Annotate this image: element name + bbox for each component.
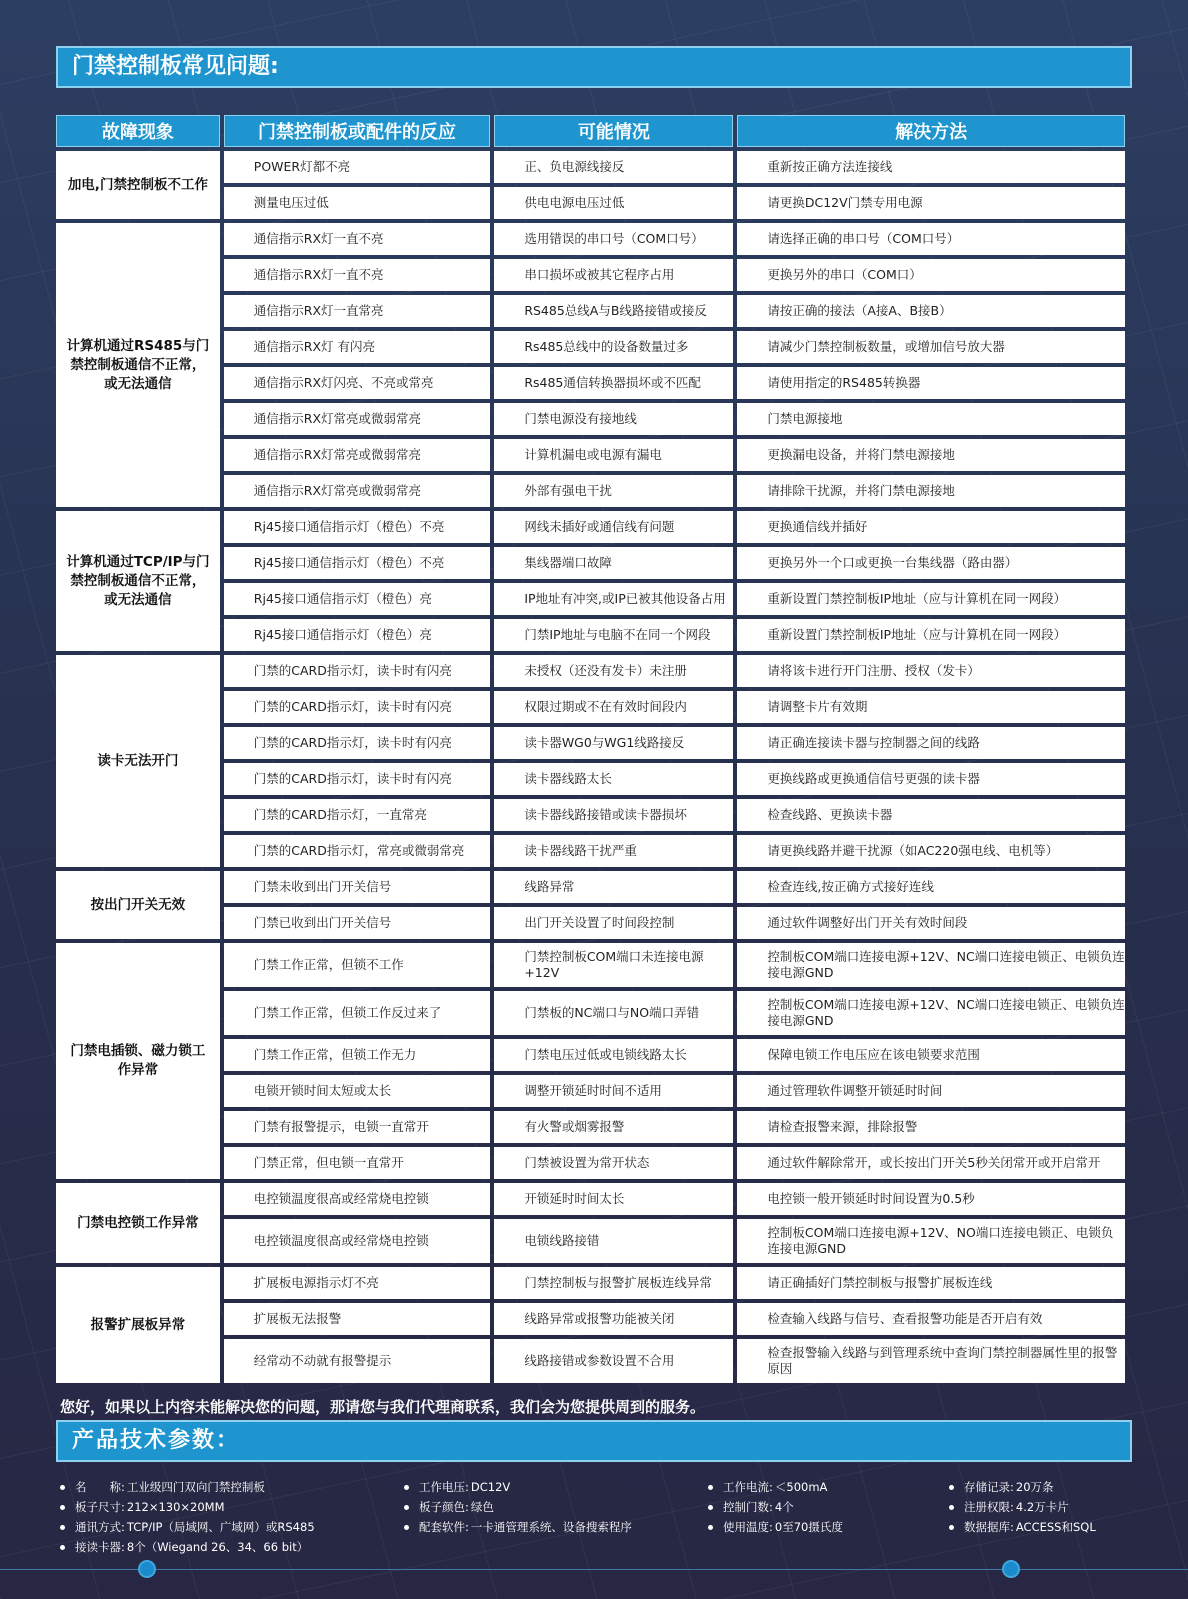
solution-cell: 检查报警输入线路与到管理系统中查询门禁控制器属性里的报警原因 xyxy=(737,1339,1125,1383)
spec-value: ACCESS和SQL xyxy=(1015,1520,1096,1534)
bullet-icon xyxy=(404,1525,409,1530)
spec-value: 4个 xyxy=(774,1500,794,1514)
spec-label: 使用温度: xyxy=(723,1520,773,1534)
solution-cell: 控制板COM端口连接电源+12V、NC端口连接电锁正、电锁负连接电源GND xyxy=(737,943,1125,987)
spec-label: 数据据库: xyxy=(964,1520,1014,1534)
bullet-icon xyxy=(404,1485,409,1490)
solution-cell: 更换另外一个口或更换一台集线器（路由器） xyxy=(737,547,1125,579)
spec-label: 控制门数: xyxy=(723,1500,773,1514)
bullet-icon xyxy=(60,1505,65,1510)
table-row xyxy=(56,511,1125,543)
cause-cell: 线路异常 xyxy=(494,871,733,903)
cause-cell: 正、负电源线接反 xyxy=(494,151,733,183)
reaction-cell: 门禁的CARD指示灯，一直常亮 xyxy=(224,799,491,831)
reaction-cell: 门禁的CARD指示灯，常亮或微弱常亮 xyxy=(224,835,491,867)
solution-cell: 重新设置门禁控制板IP地址（应与计算机在同一网段） xyxy=(737,583,1125,615)
faq-table xyxy=(52,111,1129,1387)
solution-cell: 保障电锁工作电压应在该电锁要求范围 xyxy=(737,1039,1125,1071)
reaction-cell: 门禁的CARD指示灯，读卡时有闪亮 xyxy=(224,727,491,759)
fault-category: 计算机通过TCP/IP与门禁控制板通信不正常，或无法通信 xyxy=(56,511,220,651)
spec-label: 存储记录: xyxy=(964,1480,1014,1494)
header-symptom: 故障现象 xyxy=(56,115,220,147)
reaction-cell: 通信指示RX灯常亮或微弱常亮 xyxy=(224,475,491,507)
reaction-cell: 通信指示RX灯一直不亮 xyxy=(224,259,491,291)
cause-cell: 权限过期或不在有效时间段内 xyxy=(494,691,733,723)
cause-cell: IP地址有冲突,或IP已被其他设备占用 xyxy=(494,583,733,615)
reaction-cell: 门禁已收到出门开关信号 xyxy=(224,907,491,939)
solution-cell: 请按正确的接法（A接A、B接B） xyxy=(737,295,1125,327)
spec-label: 名 称: xyxy=(75,1480,125,1494)
spec-item xyxy=(404,1517,632,1537)
cause-cell: 门禁IP地址与电脑不在同一个网段 xyxy=(494,619,733,651)
reaction-cell: 扩展板电源指示灯不亮 xyxy=(224,1267,491,1299)
reaction-cell: 测量电压过低 xyxy=(224,187,491,219)
cause-cell: 线路异常或报警功能被关闭 xyxy=(494,1303,733,1335)
table-row xyxy=(56,1183,1125,1215)
fault-category: 报警扩展板异常 xyxy=(56,1267,220,1383)
decor-circle-right xyxy=(1002,1560,1020,1578)
reaction-cell: 门禁有报警提示，电锁一直常开 xyxy=(224,1111,491,1143)
reaction-cell: 经常动不动就有报警提示 xyxy=(224,1339,491,1383)
spec-value: 212×130×20MM xyxy=(126,1500,225,1514)
spec-label: 工作电压: xyxy=(419,1480,469,1494)
cause-cell: 读卡器线路太长 xyxy=(494,763,733,795)
solution-cell: 请将该卡进行开门注册、授权（发卡） xyxy=(737,655,1125,687)
reaction-cell: 通信指示RX灯闪亮、不亮或常亮 xyxy=(224,367,491,399)
reaction-cell: 门禁未收到出门开关信号 xyxy=(224,871,491,903)
faq-title: 门禁控制板常见问题: xyxy=(56,46,1132,88)
faq-header-row xyxy=(56,115,1125,147)
cause-cell: 集线器端口故障 xyxy=(494,547,733,579)
spec-item xyxy=(708,1497,843,1517)
reaction-cell: 电锁开锁时间太短或太长 xyxy=(224,1075,491,1107)
cause-cell: 选用错误的串口号（COM口号） xyxy=(494,223,733,255)
bullet-icon xyxy=(708,1485,713,1490)
bullet-icon xyxy=(60,1545,65,1550)
bullet-icon xyxy=(708,1525,713,1530)
bullet-icon xyxy=(949,1525,954,1530)
spec-column-3 xyxy=(708,1477,843,1537)
solution-cell: 重新按正确方法连接线 xyxy=(737,151,1125,183)
solution-cell: 请选择正确的串口号（COM口号） xyxy=(737,223,1125,255)
spec-item xyxy=(60,1477,315,1497)
spec-label: 注册权限: xyxy=(964,1500,1014,1514)
reaction-cell: 门禁工作正常，但锁工作反过来了 xyxy=(224,991,491,1035)
solution-cell: 更换通信线并插好 xyxy=(737,511,1125,543)
spec-column-2 xyxy=(404,1477,632,1537)
table-row xyxy=(56,223,1125,255)
solution-cell: 检查连线,按正确方式接好连线 xyxy=(737,871,1125,903)
reaction-cell: 门禁工作正常，但锁工作无力 xyxy=(224,1039,491,1071)
reaction-cell: Rj45接口通信指示灯（橙色）亮 xyxy=(224,619,491,651)
table-row xyxy=(56,1267,1125,1299)
cause-cell: 读卡器WG0与WG1线路接反 xyxy=(494,727,733,759)
spec-value: TCP/IP（局域网、广域网）或RS485 xyxy=(126,1520,315,1534)
bullet-icon xyxy=(708,1505,713,1510)
reaction-cell: 门禁工作正常，但锁不工作 xyxy=(224,943,491,987)
reaction-cell: Rj45接口通信指示灯（橙色）不亮 xyxy=(224,511,491,543)
spec-item xyxy=(60,1537,315,1557)
spec-value: 20万条 xyxy=(1015,1480,1054,1494)
solution-cell: 请更换DC12V门禁专用电源 xyxy=(737,187,1125,219)
solution-cell: 请排除干扰源，并将门禁电源接地 xyxy=(737,475,1125,507)
solution-cell: 通过软件解除常开，或长按出门开关5秒关闭常开或开启常开 xyxy=(737,1147,1125,1179)
solution-cell: 请检查报警来源，排除报警 xyxy=(737,1111,1125,1143)
solution-cell: 检查线路、更换读卡器 xyxy=(737,799,1125,831)
solution-cell: 通过管理软件调整开锁延时时间 xyxy=(737,1075,1125,1107)
spec-item xyxy=(949,1477,1096,1497)
reaction-cell: 电控锁温度很高或经常烧电控锁 xyxy=(224,1219,491,1263)
solution-cell: 通过软件调整好出门开关有效时间段 xyxy=(737,907,1125,939)
cause-cell: 供电电源电压过低 xyxy=(494,187,733,219)
solution-cell: 请更换线路并避干扰源（如AC220强电线、电机等） xyxy=(737,835,1125,867)
solution-cell: 更换线路或更换通信信号更强的读卡器 xyxy=(737,763,1125,795)
cause-cell: 门禁板的NC端口与NO端口弄错 xyxy=(494,991,733,1035)
spec-item xyxy=(708,1517,843,1537)
cause-cell: 门禁被设置为常开状态 xyxy=(494,1147,733,1179)
table-row xyxy=(56,943,1125,987)
faq-body xyxy=(56,151,1125,1383)
cause-cell: 电锁线路接错 xyxy=(494,1219,733,1263)
reaction-cell: POWER灯都不亮 xyxy=(224,151,491,183)
solution-cell: 电控锁一般开锁延时时间设置为0.5秒 xyxy=(737,1183,1125,1215)
fault-category: 门禁电插锁、磁力锁工作异常 xyxy=(56,943,220,1179)
spec-column-4 xyxy=(949,1477,1096,1537)
spec-item xyxy=(404,1477,632,1497)
cause-cell: 门禁电源没有接地线 xyxy=(494,403,733,435)
cause-cell: 开锁延时时间太长 xyxy=(494,1183,733,1215)
solution-cell: 更换另外的串口（COM口） xyxy=(737,259,1125,291)
fault-category: 计算机通过RS485与门禁控制板通信不正常，或无法通信 xyxy=(56,223,220,507)
cause-cell: 读卡器线路干扰严重 xyxy=(494,835,733,867)
cause-cell: 读卡器线路接错或读卡器损坏 xyxy=(494,799,733,831)
spec-item xyxy=(708,1477,843,1497)
bullet-icon xyxy=(60,1485,65,1490)
spec-value: 绿色 xyxy=(470,1500,494,1514)
params-title: 产品技术参数： xyxy=(56,1420,1132,1462)
solution-cell: 请调整卡片有效期 xyxy=(737,691,1125,723)
reaction-cell: 门禁的CARD指示灯，读卡时有闪亮 xyxy=(224,655,491,687)
spec-label: 配套软件: xyxy=(419,1520,469,1534)
reaction-cell: 通信指示RX灯 有闪亮 xyxy=(224,331,491,363)
cause-cell: 外部有强电干扰 xyxy=(494,475,733,507)
reaction-cell: 通信指示RX灯常亮或微弱常亮 xyxy=(224,439,491,471)
solution-cell: 请减少门禁控制板数量，或增加信号放大器 xyxy=(737,331,1125,363)
header-solution: 解决方法 xyxy=(737,115,1125,147)
reaction-cell: 通信指示RX灯一直不亮 xyxy=(224,223,491,255)
solution-cell: 控制板COM端口连接电源+12V、NC端口连接电锁正、电锁负连接电源GND xyxy=(737,991,1125,1035)
solution-cell: 请正确插好门禁控制板与报警扩展板连线 xyxy=(737,1267,1125,1299)
spec-value: 4.2万卡片 xyxy=(1015,1500,1069,1514)
cause-cell: 线路接错或参数设置不合用 xyxy=(494,1339,733,1383)
table-row xyxy=(56,871,1125,903)
bullet-icon xyxy=(949,1505,954,1510)
spec-value: ＜500mA xyxy=(774,1480,828,1494)
spec-column-1 xyxy=(60,1477,315,1557)
cause-cell: 门禁电压过低或电锁线路太长 xyxy=(494,1039,733,1071)
spec-value: 0至70摄氏度 xyxy=(774,1520,843,1534)
bullet-icon xyxy=(949,1485,954,1490)
reaction-cell: 门禁的CARD指示灯，读卡时有闪亮 xyxy=(224,763,491,795)
cause-cell: 门禁控制板与报警扩展板连线异常 xyxy=(494,1267,733,1299)
reaction-cell: 通信指示RX灯常亮或微弱常亮 xyxy=(224,403,491,435)
reaction-cell: 扩展板无法报警 xyxy=(224,1303,491,1335)
reaction-cell: Rj45接口通信指示灯（橙色）亮 xyxy=(224,583,491,615)
contact-notice: 您好，如果以上内容未能解决您的问题，那请您与我们代理商联系，我们会为您提供周到的服务。 xyxy=(60,1398,706,1416)
solution-cell: 更换漏电设备，并将门禁电源接地 xyxy=(737,439,1125,471)
spec-label: 接读卡器: xyxy=(75,1540,125,1554)
reaction-cell: 门禁的CARD指示灯，读卡时有闪亮 xyxy=(224,691,491,723)
solution-cell: 控制板COM端口连接电源+12V、NO端口连接电锁正、电锁负连接电源GND xyxy=(737,1219,1125,1263)
cause-cell: 出门开关设置了时间段控制 xyxy=(494,907,733,939)
reaction-cell: 门禁正常，但电锁一直常开 xyxy=(224,1147,491,1179)
solution-cell: 重新设置门禁控制板IP地址（应与计算机在同一网段） xyxy=(737,619,1125,651)
header-cause: 可能情况 xyxy=(494,115,733,147)
fault-category: 读卡无法开门 xyxy=(56,655,220,867)
solution-cell: 门禁电源接地 xyxy=(737,403,1125,435)
header-reaction: 门禁控制板或配件的反应 xyxy=(224,115,491,147)
fault-category: 按出门开关无效 xyxy=(56,871,220,939)
solution-cell: 请正确连接读卡器与控制器之间的线路 xyxy=(737,727,1125,759)
cause-cell: Rs485通信转换器损坏或不匹配 xyxy=(494,367,733,399)
solution-cell: 检查输入线路与信号、查看报警功能是否开启有效 xyxy=(737,1303,1125,1335)
spec-label: 工作电流: xyxy=(723,1480,773,1494)
reaction-cell: 通信指示RX灯一直常亮 xyxy=(224,295,491,327)
cause-cell: 网线未插好或通信线有问题 xyxy=(494,511,733,543)
table-row xyxy=(56,151,1125,183)
spec-item xyxy=(404,1497,632,1517)
cause-cell: RS485总线A与B线路接错或接反 xyxy=(494,295,733,327)
cause-cell: 调整开锁延时时间不适用 xyxy=(494,1075,733,1107)
spec-value: 工业级四门双向门禁控制板 xyxy=(126,1480,265,1494)
spec-value: 8个（Wiegand 26、34、66 bit） xyxy=(126,1540,309,1554)
decor-circle-left xyxy=(138,1560,156,1578)
fault-category: 加电,门禁控制板不工作 xyxy=(56,151,220,219)
spec-item xyxy=(60,1517,315,1537)
spec-label: 板子尺寸: xyxy=(75,1500,125,1514)
cause-cell: 有火警或烟雾报警 xyxy=(494,1111,733,1143)
reaction-cell: Rj45接口通信指示灯（橙色）不亮 xyxy=(224,547,491,579)
spec-value: 一卡通管理系统、设备搜索程序 xyxy=(470,1520,632,1534)
reaction-cell: 电控锁温度很高或经常烧电控锁 xyxy=(224,1183,491,1215)
spec-value: DC12V xyxy=(470,1480,511,1494)
cause-cell: 串口损坏或被其它程序占用 xyxy=(494,259,733,291)
solution-cell: 请使用指定的RS485转换器 xyxy=(737,367,1125,399)
cause-cell: 门禁控制板COM端口未连接电源+12V xyxy=(494,943,733,987)
table-row xyxy=(56,655,1125,687)
spec-item xyxy=(60,1497,315,1517)
spec-label: 板子颜色: xyxy=(419,1500,469,1514)
cause-cell: Rs485总线中的设备数量过多 xyxy=(494,331,733,363)
bullet-icon xyxy=(60,1525,65,1530)
cause-cell: 计算机漏电或电源有漏电 xyxy=(494,439,733,471)
spec-label: 通讯方式: xyxy=(75,1520,125,1534)
fault-category: 门禁电控锁工作异常 xyxy=(56,1183,220,1263)
bullet-icon xyxy=(404,1505,409,1510)
cause-cell: 未授权（还没有发卡）未注册 xyxy=(494,655,733,687)
spec-item xyxy=(949,1517,1096,1537)
spec-item xyxy=(949,1497,1096,1517)
